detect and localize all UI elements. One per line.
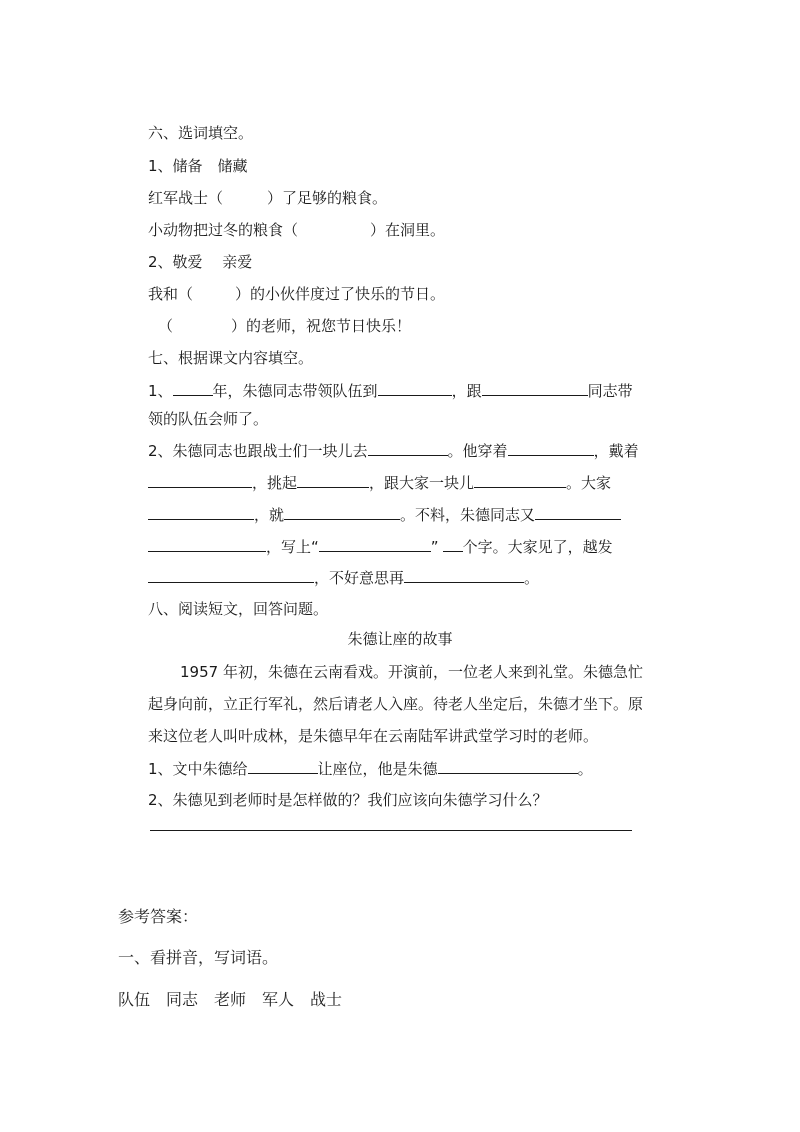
- answers-section-1-heading: 一、看拼音，写词语。: [118, 948, 279, 967]
- question-7-2-line-1: 2、朱德同志也跟战士们一块儿去 。他穿着 ，戴着: [148, 442, 639, 460]
- question-7-1-line-1: 1、 年，朱德同志带领队伍到 ，跟 同志带: [148, 382, 633, 400]
- question-6-2-sentence-2: （ ）的老师，祝您节日快乐！: [158, 317, 412, 335]
- question-7-2-line-5: ，不好意思再 。: [148, 567, 539, 588]
- answers-section-1-words: 队伍 同志 老师 军人 战士: [118, 990, 343, 1009]
- section-8-heading: 八、阅读短文，回答问题。: [148, 600, 329, 618]
- blank: [148, 536, 266, 552]
- question-6-2-sentence-1: 我和（ ）的小伙伴度过了快乐的节日。: [148, 285, 446, 303]
- blank: [319, 536, 431, 552]
- blank: [438, 758, 578, 774]
- blank: [404, 567, 524, 583]
- blank: [508, 440, 594, 456]
- blank: [148, 504, 254, 520]
- answers-heading: 参考答案：: [118, 907, 199, 926]
- blank: [297, 472, 369, 488]
- blank: [443, 536, 463, 552]
- blank: [284, 504, 400, 520]
- question-6-1-sentence-2: 小动物把过冬的粮食（ ）在洞里。: [148, 221, 446, 239]
- blank: [535, 504, 621, 520]
- answer-line: [150, 830, 632, 831]
- question-7-2-line-3: ，就 。不料，朱德同志又: [148, 504, 621, 525]
- question-8-1: 1、文中朱德给 让座位，他是朱德 。: [148, 760, 593, 778]
- blank: [248, 758, 318, 774]
- section-7-heading: 七、根据课文内容填空。: [148, 349, 314, 367]
- blank: [482, 380, 588, 396]
- story-paragraph-line-3: 来这位老人叫叶成林，是朱德早年在云南陆军讲武堂学习时的老师。: [148, 727, 599, 745]
- blank: [378, 380, 452, 396]
- blank: [148, 472, 252, 488]
- blank: [148, 567, 314, 583]
- story-title: 朱德让座的故事: [347, 630, 453, 648]
- story-paragraph-line-1: 1957 年初，朱德在云南看戏。开演前，一位老人来到礼堂。朱德急忙: [180, 663, 643, 681]
- question-6-2-words: 2、敬爱 亲爱: [148, 253, 253, 271]
- question-7-1-line-2: 领的队伍会师了。: [148, 410, 269, 428]
- question-7-2-line-2: ，挑起 ，跟大家一块儿 。大家: [148, 472, 611, 493]
- story-paragraph-line-2: 起身向前，立正行军礼，然后请老人入座。待老人坐定后，朱德才坐下。原: [148, 695, 644, 713]
- question-8-2: 2、朱德见到老师时是怎样做的？我们应该向朱德学习什么？: [148, 791, 548, 809]
- blank: [474, 472, 566, 488]
- question-7-2-line-4: ，写上“ ” 个字。大家见了，越发: [148, 536, 613, 557]
- blank: [368, 440, 448, 456]
- question-6-1-sentence-1: 红军战士（ ）了足够的粮食。: [148, 189, 388, 207]
- question-6-1-words: 1、储备 储藏: [148, 157, 248, 175]
- blank: [173, 380, 213, 396]
- section-6-heading: 六、选词填空。: [148, 124, 254, 142]
